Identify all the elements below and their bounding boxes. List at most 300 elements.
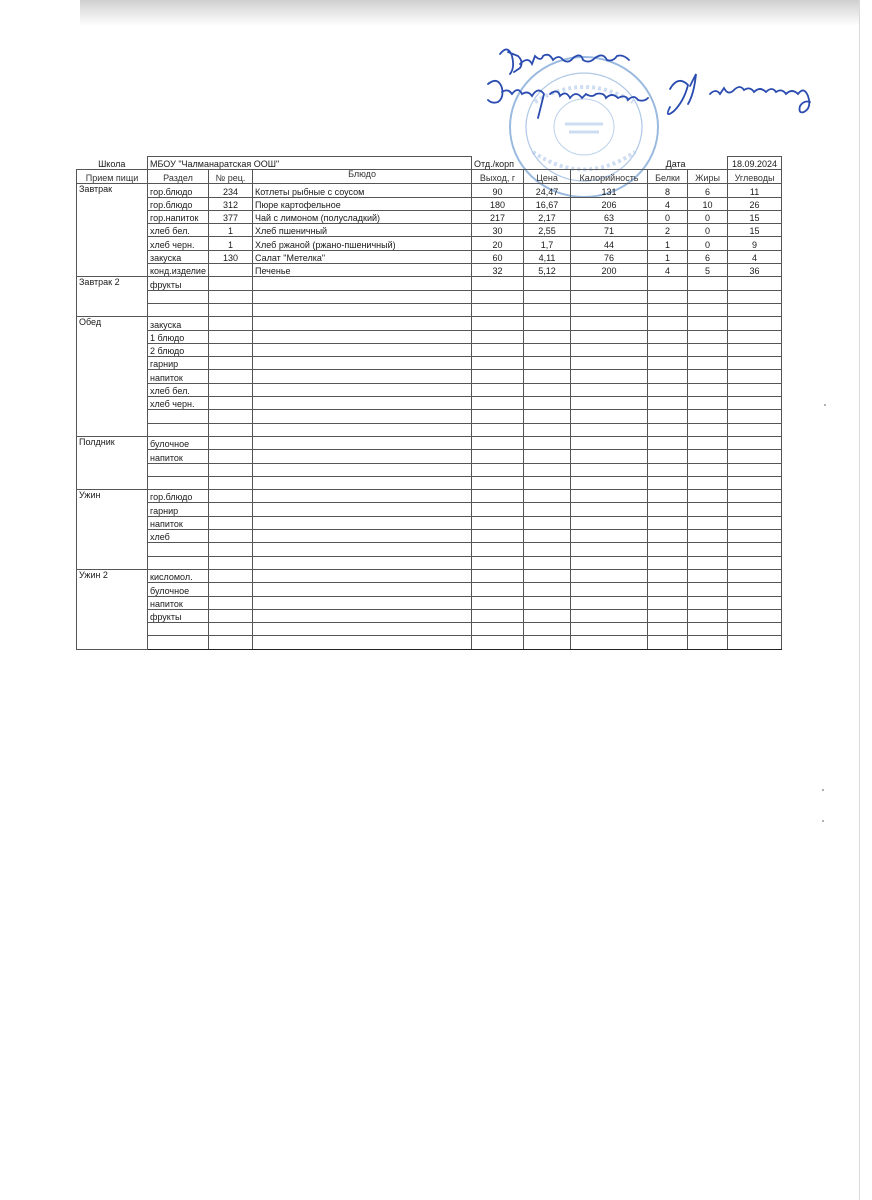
proteins-cell [648,543,688,556]
yield-cell [472,303,524,316]
price-cell: 2,55 [524,224,571,237]
proteins-cell: 1 [648,237,688,250]
table-row [77,543,782,556]
yield-cell: 32 [472,264,524,277]
calories-cell [571,317,648,330]
calories-cell [571,556,648,569]
meal-name: Завтрак 2 [77,277,148,317]
table-row [77,210,782,223]
carbs-cell [728,397,782,410]
section-cell: булочное [148,436,209,449]
proteins-cell [648,423,688,436]
recipe-cell [209,423,253,436]
table-row [77,636,782,649]
fats-cell: 6 [688,184,728,197]
recipe-cell: 1 [209,237,253,250]
table-row [77,609,782,622]
proteins-cell [648,569,688,582]
yield-cell: 20 [472,237,524,250]
yield-cell [472,450,524,463]
proteins-cell [648,476,688,489]
date-value: 18.09.2024 [728,157,782,170]
table-row [77,303,782,316]
proteins-cell [648,463,688,476]
calories-cell [571,609,648,622]
meal-name: Ужин [77,490,148,570]
proteins-cell: 1 [648,250,688,263]
fats-cell [688,343,728,356]
section-cell: хлеб бел. [148,383,209,396]
price-cell [524,277,571,290]
section-cell: хлеб черн. [148,237,209,250]
dish-cell [253,317,472,330]
calories-cell [571,476,648,489]
date-label: Дата [665,159,686,170]
col-fats: Жиры [688,170,728,184]
proteins-cell [648,370,688,383]
table-row [77,530,782,543]
carbs-cell [728,330,782,343]
calories-cell: 131 [571,184,648,197]
price-cell [524,530,571,543]
dish-cell [253,583,472,596]
col-calories: Калорийность [571,170,648,184]
fats-cell [688,290,728,303]
table-row [77,317,782,330]
col-yield: Выход, г [472,170,524,184]
section-cell: гор.блюдо [148,197,209,210]
yield-cell [472,290,524,303]
section-cell: хлеб бел. [148,224,209,237]
recipe-cell [209,463,253,476]
yield-cell [472,516,524,529]
recipe-cell [209,556,253,569]
table-row [77,569,782,582]
fats-cell [688,503,728,516]
fats-cell: 0 [688,237,728,250]
carbs-cell [728,370,782,383]
section-cell: гарнир [148,503,209,516]
proteins-cell [648,410,688,423]
table-row [77,330,782,343]
recipe-cell [209,569,253,582]
fats-cell [688,370,728,383]
proteins-cell [648,277,688,290]
proteins-cell [648,303,688,316]
dish-cell [253,397,472,410]
calories-cell [571,303,648,316]
yield-cell [472,330,524,343]
scan-edge [859,0,860,1200]
calories-cell [571,330,648,343]
proteins-cell [648,636,688,649]
menu-table [76,156,782,650]
recipe-cell [209,476,253,489]
recipe-cell: 234 [209,184,253,197]
fats-cell [688,383,728,396]
table-row [77,476,782,489]
recipe-cell [209,543,253,556]
price-cell: 1,7 [524,237,571,250]
table-row [77,596,782,609]
table-row [77,410,782,423]
yield-cell [472,463,524,476]
calories-cell [571,290,648,303]
recipe-cell [209,516,253,529]
recipe-cell [209,397,253,410]
carbs-cell: 9 [728,237,782,250]
calories-cell [571,370,648,383]
dish-cell [253,330,472,343]
fats-cell [688,423,728,436]
school-name: МБОУ "Чалманаратская ООШ" [148,157,472,170]
price-cell [524,490,571,503]
scan-speck [822,789,824,791]
dish-cell: Печенье [253,264,472,277]
proteins-cell [648,623,688,636]
table-row [77,357,782,370]
price-cell [524,463,571,476]
fats-cell [688,330,728,343]
proteins-cell [648,490,688,503]
dish-cell [253,410,472,423]
table-row [77,490,782,503]
yield-cell [472,317,524,330]
section-cell: хлеб [148,530,209,543]
yield-cell [472,636,524,649]
calories-cell [571,463,648,476]
fats-cell [688,410,728,423]
calories-cell: 206 [571,197,648,210]
price-cell [524,609,571,622]
meal-name: Полдник [77,436,148,489]
scan-speck [824,404,826,406]
price-cell [524,543,571,556]
yield-cell [472,370,524,383]
yield-cell [472,596,524,609]
dish-cell [253,476,472,489]
fats-cell [688,530,728,543]
fats-cell [688,623,728,636]
price-cell [524,583,571,596]
fats-cell: 10 [688,197,728,210]
price-cell: 16,67 [524,197,571,210]
recipe-cell [209,609,253,622]
table-row [77,463,782,476]
proteins-cell: 0 [648,210,688,223]
fats-cell [688,569,728,582]
section-cell: закуска [148,250,209,263]
carbs-cell [728,410,782,423]
dish-cell [253,450,472,463]
proteins-cell: 4 [648,264,688,277]
calories-cell [571,596,648,609]
section-cell: кисломол. [148,569,209,582]
recipe-cell: 1 [209,224,253,237]
carbs-cell: 4 [728,250,782,263]
carbs-cell [728,596,782,609]
yield-cell [472,556,524,569]
dish-cell: Пюре картофельное [253,197,472,210]
proteins-cell [648,317,688,330]
price-cell [524,383,571,396]
price-cell [524,556,571,569]
table-row [77,250,782,263]
table-row [77,450,782,463]
dish-cell: Котлеты рыбные с соусом [253,184,472,197]
section-cell: 1 блюдо [148,330,209,343]
recipe-cell [209,436,253,449]
recipe-cell [209,490,253,503]
price-cell [524,516,571,529]
calories-cell [571,623,648,636]
section-cell [148,476,209,489]
table-row [77,343,782,356]
fats-cell [688,397,728,410]
fats-cell [688,583,728,596]
recipe-cell [209,357,253,370]
carbs-cell [728,383,782,396]
proteins-cell [648,397,688,410]
yield-cell [472,357,524,370]
proteins-cell [648,450,688,463]
calories-cell [571,530,648,543]
dish-cell [253,303,472,316]
recipe-cell [209,410,253,423]
carbs-cell: 15 [728,210,782,223]
calories-cell [571,516,648,529]
yield-cell: 30 [472,224,524,237]
dish-cell: Салат "Метелка" [253,250,472,263]
section-cell [148,463,209,476]
calories-cell: 44 [571,237,648,250]
price-cell [524,397,571,410]
price-cell [524,290,571,303]
col-meal: Прием пищи [77,170,148,184]
carbs-cell: 36 [728,264,782,277]
col-recipe: № рец. [209,170,253,184]
dish-cell [253,596,472,609]
table-row [77,197,782,210]
scan-shadow [80,0,860,26]
dish-cell [253,609,472,622]
proteins-cell [648,383,688,396]
recipe-cell [209,530,253,543]
proteins-cell [648,516,688,529]
recipe-cell: 377 [209,210,253,223]
calories-cell: 71 [571,224,648,237]
recipe-cell [209,290,253,303]
price-cell: 5,12 [524,264,571,277]
section-cell: гор.напиток [148,210,209,223]
recipe-cell [209,623,253,636]
yield-cell [472,583,524,596]
dish-cell [253,636,472,649]
dish-cell [253,463,472,476]
price-cell [524,569,571,582]
proteins-cell [648,556,688,569]
calories-cell [571,436,648,449]
carbs-cell [728,583,782,596]
col-dish: Блюдо [253,170,472,184]
table-row [77,503,782,516]
proteins-cell [648,436,688,449]
recipe-cell [209,583,253,596]
carbs-cell [728,317,782,330]
calories-cell [571,357,648,370]
calories-cell [571,490,648,503]
section-cell: напиток [148,370,209,383]
proteins-cell [648,330,688,343]
price-cell [524,317,571,330]
calories-cell [571,543,648,556]
section-cell: фрукты [148,609,209,622]
yield-cell: 90 [472,184,524,197]
carbs-cell [728,436,782,449]
recipe-cell [209,383,253,396]
recipe-cell [209,277,253,290]
yield-cell: 217 [472,210,524,223]
calories-cell [571,423,648,436]
fats-cell [688,636,728,649]
proteins-cell [648,503,688,516]
fats-cell [688,357,728,370]
price-cell [524,370,571,383]
table-row [77,556,782,569]
proteins-cell [648,357,688,370]
table-row [77,623,782,636]
calories-cell [571,450,648,463]
carbs-cell [728,343,782,356]
fats-cell [688,303,728,316]
section-cell: гор.блюдо [148,184,209,197]
price-cell: 24,47 [524,184,571,197]
calories-cell: 63 [571,210,648,223]
col-carbs: Углеводы [728,170,782,184]
carbs-cell [728,423,782,436]
yield-cell [472,569,524,582]
proteins-cell [648,596,688,609]
col-price: Цена [524,170,571,184]
recipe-cell [209,503,253,516]
section-cell [148,423,209,436]
section-cell: гарнир [148,357,209,370]
yield-cell [472,543,524,556]
table-row [77,383,782,396]
col-section: Раздел [148,170,209,184]
carbs-cell: 11 [728,184,782,197]
yield-cell [472,343,524,356]
table-row [77,583,782,596]
carbs-cell: 15 [728,224,782,237]
price-cell [524,636,571,649]
section-cell: напиток [148,450,209,463]
yield-cell [472,277,524,290]
fats-cell [688,317,728,330]
calories-cell [571,636,648,649]
meal-name: Завтрак [77,184,148,277]
fats-cell [688,556,728,569]
table-row [77,277,782,290]
section-cell: хлеб черн. [148,397,209,410]
dish-cell [253,343,472,356]
price-cell [524,596,571,609]
section-cell [148,303,209,316]
proteins-cell: 4 [648,197,688,210]
yield-cell [472,503,524,516]
dish-cell: Хлеб ржаной (ржано-пшеничный) [253,237,472,250]
carbs-cell [728,530,782,543]
department-label: Отд./корп [474,159,515,170]
carbs-cell: 26 [728,197,782,210]
calories-cell [571,410,648,423]
proteins-cell: 2 [648,224,688,237]
table-row [77,224,782,237]
recipe-cell [209,330,253,343]
carbs-cell [728,450,782,463]
section-cell [148,543,209,556]
calories-cell [571,397,648,410]
price-cell [524,450,571,463]
carbs-cell [728,490,782,503]
yield-cell [472,397,524,410]
price-cell [524,343,571,356]
fats-cell: 0 [688,224,728,237]
table-row [77,237,782,250]
recipe-cell [209,303,253,316]
yield-cell [472,490,524,503]
carbs-cell [728,277,782,290]
dish-cell [253,383,472,396]
fats-cell [688,609,728,622]
section-cell: конд.изделие [148,264,209,277]
dish-cell [253,277,472,290]
section-cell: напиток [148,596,209,609]
dish-cell [253,543,472,556]
section-cell [148,636,209,649]
fats-cell [688,490,728,503]
recipe-cell [209,343,253,356]
table-row [77,264,782,277]
fats-cell: 6 [688,250,728,263]
fats-cell [688,277,728,290]
yield-cell [472,530,524,543]
dish-cell [253,357,472,370]
table-row [77,423,782,436]
price-cell: 2,17 [524,210,571,223]
fats-cell: 0 [688,210,728,223]
carbs-cell [728,609,782,622]
carbs-cell [728,463,782,476]
fats-cell [688,543,728,556]
price-cell [524,357,571,370]
director-signature [480,34,850,144]
dish-cell [253,556,472,569]
yield-cell [472,436,524,449]
yield-cell [472,383,524,396]
fats-cell [688,476,728,489]
table-row [77,516,782,529]
carbs-cell [728,623,782,636]
table-row [77,290,782,303]
carbs-cell [728,556,782,569]
recipe-cell: 312 [209,197,253,210]
carbs-cell [728,516,782,529]
carbs-cell [728,303,782,316]
section-cell: закуска [148,317,209,330]
carbs-cell [728,503,782,516]
meal-name: Ужин 2 [77,569,148,649]
